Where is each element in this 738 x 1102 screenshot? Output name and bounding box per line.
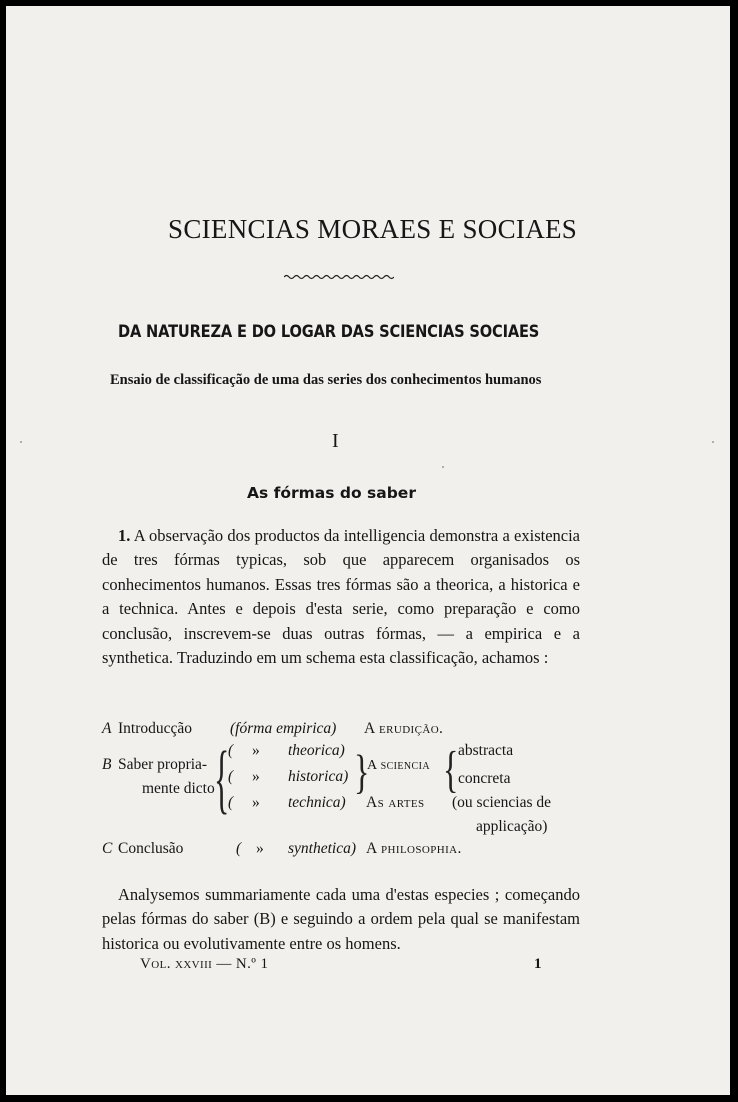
schema-b-label-line2: mente dicto <box>142 780 215 797</box>
schema-letter-c: C <box>102 840 113 857</box>
paragraph-2: Analysemos summariamente cada uma d'estas especies ; começando pelas fórmas do saber (B) e seguindo a ordem pela qual se manifestam historica ou evolutivamente entre os homens. <box>102 885 580 953</box>
page-sheet <box>6 6 730 1095</box>
schema-b-result-arts: As artes <box>366 794 425 811</box>
article-subtitle: Ensaio de classificação de uma das series dos conhecimentos humanos <box>110 372 542 388</box>
schema-c-label: Conclusão <box>118 840 184 857</box>
schema-letter-b: B <box>102 756 112 773</box>
schema-c-form: synthetica) <box>288 840 357 857</box>
schema-b-label-line1: Saber propria- <box>118 756 208 773</box>
left-brace: { <box>214 734 230 821</box>
schema-b-ditto-2: » <box>252 768 260 785</box>
schema-b-arts-note-1: (ou sciencias de <box>452 794 551 811</box>
schema-b-ditto-1: » <box>252 742 260 759</box>
schema-c-paren: ( <box>236 840 242 857</box>
paragraph-1 <box>102 524 580 670</box>
article-title: DA NATUREZA E DO LOGAR DAS SCIENCIAS SOCIAES <box>118 322 540 342</box>
paper-speck <box>712 441 714 443</box>
volume-line: Vol. xxviii — N.º 1 <box>140 956 269 972</box>
journal-section-title: SCIENCIAS MORAES E SOCIAES <box>168 214 578 244</box>
schema-a-form: (fórma empirica) <box>230 720 337 737</box>
schema-letter-a: A <box>102 720 112 737</box>
schema-c-ditto: » <box>256 840 264 857</box>
paragraph-1-text: A observação dos productos da intelligencia demonstra a existencia de tres fórmas typicas, sob que apparecem organisados os conhecimentos humanos. Essas tres fórmas são a theorica, a historica e a technica. Antes e depois d'esta serie, como preparação e como conclusão, inscrevem-se duas outras fórmas, — a empirica e a synthetica. Traduzindo em um schema esta classificação, achamos : <box>102 526 581 668</box>
schema-b-paren-1: ( <box>228 742 234 759</box>
decorative-wavy-rule <box>284 274 394 280</box>
section-title: As fórmas do saber <box>247 484 416 502</box>
schema-b-science-concreta: concreta <box>458 770 511 787</box>
schema-b-paren-2: ( <box>228 768 234 785</box>
page-number: 1 <box>534 956 542 972</box>
schema-b-ditto-3: » <box>252 794 260 811</box>
schema-b-arts-note-2: applicação) <box>476 818 548 835</box>
right-brace: { <box>443 739 459 798</box>
schema-b-paren-3: ( <box>228 794 234 811</box>
section-number: I <box>332 430 339 452</box>
schema-b-form-theorica: theorica) <box>288 742 345 759</box>
schema-b-form-historica: historica) <box>288 768 349 785</box>
schema-b-science-abstracta: abstracta <box>458 742 514 759</box>
paper-speck <box>20 441 22 443</box>
paragraph-number: 1. <box>118 526 131 545</box>
schema-a-result: A erudição. <box>364 720 444 737</box>
schema-b-form-technica: technica) <box>288 794 346 811</box>
middle-brace: } <box>354 744 370 798</box>
paper-speck <box>442 466 444 468</box>
schema-b-result-science: A sciencia <box>367 758 430 773</box>
schema-a-label: Introducção <box>118 720 193 737</box>
schema-c-result: A philosophia. <box>366 840 462 857</box>
